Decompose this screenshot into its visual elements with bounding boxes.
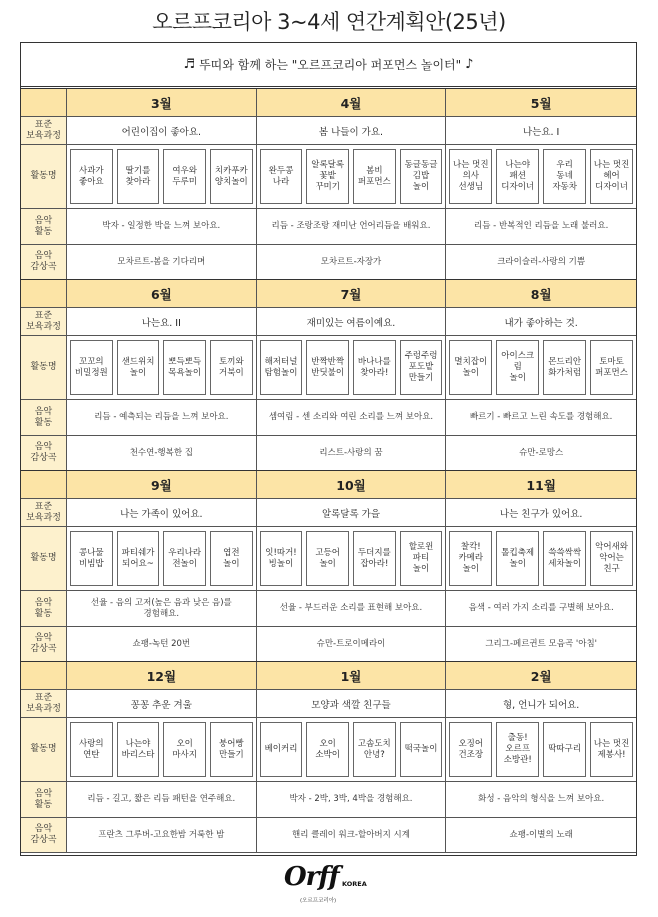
goal-cell: 꽁꽁 추운 겨울 (67, 690, 257, 718)
activity-box: 고솜도치 안녕? (353, 722, 396, 777)
label-activity: 활동명 (21, 718, 67, 782)
page-title: 오르프코리아 3~4세 연간계획안(25년) (152, 10, 506, 34)
activity-box: 봄비 퍼포먼스 (353, 149, 396, 204)
music-listen-cell: 프란츠 그루버-고요한밤 거룩한 밤 (67, 818, 257, 853)
label-goal: 표준 보육과정 (21, 499, 67, 527)
music-activity-cell: 선율 - 부드러운 소리를 표현해 보아요. (257, 591, 447, 627)
month-header: 2월 (446, 662, 636, 690)
label-music-activity: 음악 활동 (21, 400, 67, 436)
activity-box: 샌드위치 놀이 (117, 340, 160, 395)
goal-cell: 모양과 색깔 친구들 (257, 690, 447, 718)
label-music-activity: 음악 활동 (21, 591, 67, 627)
activity-box: 붕어빵 만들기 (210, 722, 253, 777)
activity-box: 악어새와 악어는 친구 (590, 531, 633, 586)
goal-cell: 나는요. I (446, 117, 636, 145)
month-header: 11월 (446, 471, 636, 499)
activity-box: 나는 멋진 의사 선생님 (449, 149, 492, 204)
subtitle-bar (21, 43, 636, 87)
activity-box: 나는야 패션 디자이너 (496, 149, 539, 204)
label-music-listen: 음악 감상곡 (21, 627, 67, 662)
label-goal: 표준 보육과정 (21, 117, 67, 145)
label-activity: 활동명 (21, 145, 67, 209)
activity-box: 오이 소박이 (306, 722, 349, 777)
activity-box: 사랑의 연탄 (70, 722, 113, 777)
month-header: 7월 (257, 280, 447, 308)
music-listen-cell: 그리그-페르귄트 모음곡 '아침' (446, 627, 636, 662)
logo-mark: Orff (284, 862, 339, 892)
corner-cell (21, 280, 67, 308)
activity-box: 오징어 건조장 (449, 722, 492, 777)
section-grid (21, 471, 636, 662)
activity-box: 나는 멋진 헤어 디자이너 (590, 149, 633, 204)
activity-box: 고등어 놀이 (306, 531, 349, 586)
activity-box: 찰칵! 카메라 놀이 (449, 531, 492, 586)
activity-box: 우리나라 전놀이 (163, 531, 206, 586)
activity-box: 잇!따거! 빙놀이 (260, 531, 303, 586)
month-header: 3월 (67, 89, 257, 117)
corner-cell (21, 662, 67, 690)
activity-box: 알록달록 꽃밭 꾸미기 (306, 149, 349, 204)
activity-box: 토끼와 거북이 (210, 340, 253, 395)
section-grid (21, 662, 636, 851)
plan-section (21, 661, 636, 851)
label-activity: 활동명 (21, 336, 67, 400)
music-listen-cell: 천수연-행복한 집 (67, 436, 257, 471)
goal-cell: 나는요. II (67, 308, 257, 336)
music-activity-cell: 리듬 - 조랑조랑 재미난 언어리듬을 배워요. (257, 209, 447, 245)
goal-cell: 나는 친구가 있어요. (446, 499, 636, 527)
activity-box: 딸기를 찾아라 (117, 149, 160, 204)
label-music-listen: 음악 감상곡 (21, 436, 67, 471)
music-listen-cell: 모차르트-자장가 (257, 245, 447, 280)
activity-box: 파티쉐가 되어요~ (117, 531, 160, 586)
music-listen-cell: 쇼팽-녹턴 20번 (67, 627, 257, 662)
music-listen-cell: 쇼팽-이별의 노래 (446, 818, 636, 853)
activity-box: 아이스크림 놀이 (496, 340, 539, 395)
activity-cell (257, 718, 447, 782)
activity-box: 쓱쓱싹싹 세차놀이 (543, 531, 586, 586)
goal-cell: 봄 나들이 가요. (257, 117, 447, 145)
activity-box: 엽전 놀이 (210, 531, 253, 586)
label-music-activity: 음악 활동 (21, 209, 67, 245)
section-grid (21, 280, 636, 471)
activity-cell (67, 718, 257, 782)
goal-cell: 어린이집이 좋아요. (67, 117, 257, 145)
activity-cell (446, 718, 636, 782)
music-activity-cell: 박자 - 일정한 박을 느껴 보아요. (67, 209, 257, 245)
logo-korea: KOREA (342, 880, 367, 888)
activity-box: 우리 동네 자동차 (543, 149, 586, 204)
music-listen-cell: 모차르트-봄을 기다리며 (67, 245, 257, 280)
music-listen-cell: 슈만-트로이메라이 (257, 627, 447, 662)
goal-cell: 재미있는 여름이예요. (257, 308, 447, 336)
activity-box: 톨킵축제 놀이 (496, 531, 539, 586)
activity-box: 꼬꼬의 비밀정원 (70, 340, 113, 395)
activity-box: 나는야 바리스타 (117, 722, 160, 777)
activity-cell (257, 336, 447, 400)
plan-table (20, 42, 637, 856)
orff-korea-logo (284, 862, 376, 910)
music-note-icon: ♪ (465, 57, 474, 72)
activity-box: 베이커리 (260, 722, 303, 777)
activity-box: 떡국놀이 (400, 722, 443, 777)
month-header: 5월 (446, 89, 636, 117)
activity-box: 뽀득뽀득 목욕놀이 (163, 340, 206, 395)
activity-box: 완두콩 나라 (260, 149, 303, 204)
activity-box: 사과가 좋아요 (70, 149, 113, 204)
activity-box: 오이 마사지 (163, 722, 206, 777)
music-activity-cell: 빠르기 - 빠르고 느린 속도를 경험해요. (446, 400, 636, 436)
label-music-activity: 음악 활동 (21, 782, 67, 818)
month-header: 12월 (67, 662, 257, 690)
goal-cell: 형, 언니가 되어요. (446, 690, 636, 718)
activity-cell (446, 336, 636, 400)
activity-box: 해저터널 탐험놀이 (260, 340, 303, 395)
activity-box: 콩나물 비빔밥 (70, 531, 113, 586)
music-listen-cell: 슈만-로망스 (446, 436, 636, 471)
music-listen-cell: 크라이슬러-사랑의 기쁨 (446, 245, 636, 280)
music-activity-cell: 화성 - 음악의 형식을 느껴 보아요. (446, 782, 636, 818)
activity-cell (67, 145, 257, 209)
activity-box: 동글동글 김밥 놀이 (400, 149, 443, 204)
activity-box: 주렁주렁 포도밭 만들기 (400, 340, 443, 395)
music-note-icon: ♬ (183, 57, 196, 72)
month-header: 8월 (446, 280, 636, 308)
section-grid (21, 89, 636, 280)
activity-cell (446, 527, 636, 591)
activity-box: 토마토 퍼포먼스 (590, 340, 633, 395)
activity-box: 몬드리안 화가처럼 (543, 340, 586, 395)
activity-box: 반짝반짝 반딧불이 (306, 340, 349, 395)
corner-cell (21, 471, 67, 499)
activity-box: 바나나를 찾아라! (353, 340, 396, 395)
month-header: 6월 (67, 280, 257, 308)
goal-cell: 내가 좋아하는 것. (446, 308, 636, 336)
activity-box: 두더지를 잡아라! (353, 531, 396, 586)
month-header: 1월 (257, 662, 447, 690)
label-goal: 표준 보육과정 (21, 690, 67, 718)
activity-cell (67, 527, 257, 591)
music-listen-cell: 리스트-사랑의 꿈 (257, 436, 447, 471)
music-activity-cell: 음색 - 여러 가지 소리를 구별해 보아요. (446, 591, 636, 627)
activity-cell (257, 145, 447, 209)
subtitle-text: 뚜띠와 함께 하는 "오르프코리아 퍼포먼스 놀이터" (199, 58, 462, 72)
music-activity-cell: 리듬 - 반복적인 리듬을 노래 불러요. (446, 209, 636, 245)
activity-box: 멸치잡이 놀이 (449, 340, 492, 395)
month-header: 10월 (257, 471, 447, 499)
label-music-listen: 음악 감상곡 (21, 818, 67, 853)
activity-box: 나는 멋진 제봉사! (590, 722, 633, 777)
label-goal: 표준 보육과정 (21, 308, 67, 336)
plan-section (21, 470, 636, 662)
plan-section (21, 88, 636, 280)
activity-cell (257, 527, 447, 591)
activity-box: 할로윈 파티 놀이 (400, 531, 443, 586)
music-activity-cell: 선율 - 음의 고저(높은 음과 낮은 음)를 경험해요. (67, 591, 257, 627)
corner-cell (21, 89, 67, 117)
activity-box: 치카푸카 양치놀이 (210, 149, 253, 204)
activity-cell (67, 336, 257, 400)
music-activity-cell: 리듬 - 길고, 짧은 리듬 패턴을 연주해요. (67, 782, 257, 818)
activity-box: 딱따구리 (543, 722, 586, 777)
goal-cell: 나는 가족이 있어요. (67, 499, 257, 527)
activity-box: 여우와 두루미 (163, 149, 206, 204)
label-activity: 활동명 (21, 527, 67, 591)
logo-sub: (오르프코리아) (300, 898, 337, 904)
music-activity-cell: 셈여림 - 센 소리와 여린 소리를 느껴 보아요. (257, 400, 447, 436)
goal-cell: 알록달록 가을 (257, 499, 447, 527)
month-header: 9월 (67, 471, 257, 499)
activity-cell (446, 145, 636, 209)
label-music-listen: 음악 감상곡 (21, 245, 67, 280)
music-listen-cell: 핸리 클레이 워크-할아버지 시계 (257, 818, 447, 853)
music-activity-cell: 박자 - 2박, 3박, 4박을 경험해요. (257, 782, 447, 818)
music-activity-cell: 리듬 - 예측되는 리듬을 느껴 보아요. (67, 400, 257, 436)
month-header: 4월 (257, 89, 447, 117)
plan-section (21, 279, 636, 471)
activity-box: 출동! 오르프 소방관! (496, 722, 539, 777)
